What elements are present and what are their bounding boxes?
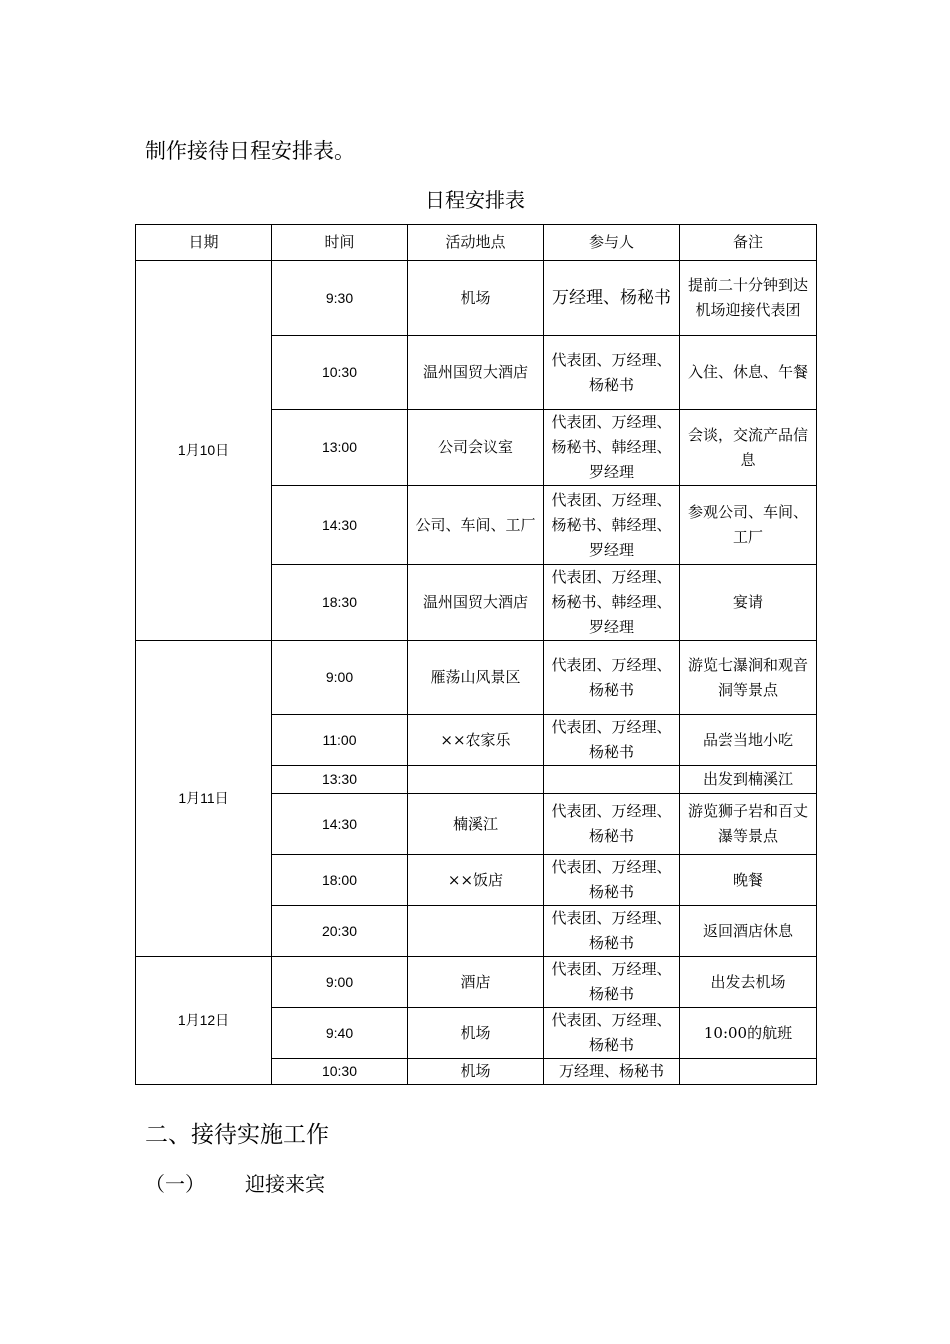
place-cell	[408, 906, 544, 957]
people-cell: 万经理、杨秘书	[544, 261, 680, 336]
note-cell: 参观公司、车间、工厂	[680, 486, 817, 565]
header-note: 备注	[680, 225, 817, 261]
header-place: 活动地点	[408, 225, 544, 261]
date-cell: 1月10日	[136, 261, 272, 641]
note-cell: 10:00的航班	[680, 1008, 817, 1059]
header-time: 时间	[272, 225, 408, 261]
place-cell: 机场	[408, 261, 544, 336]
people-cell	[544, 766, 680, 794]
people-cell: 代表团、万经理、杨秘书	[544, 1008, 680, 1059]
people-cell: 代表团、万经理、杨秘书、韩经理、罗经理	[544, 486, 680, 565]
place-cell: ××农家乐	[408, 715, 544, 766]
subsection-title: 迎接来宾	[245, 1172, 325, 1196]
people-cell: 代表团、万经理、杨秘书	[544, 957, 680, 1008]
place-cell: 机场	[408, 1008, 544, 1059]
table-row	[136, 957, 817, 1008]
note-cell: 返回酒店休息	[680, 906, 817, 957]
note-cell: 品尝当地小吃	[680, 715, 817, 766]
note-cell: 出发去机场	[680, 957, 817, 1008]
people-cell: 万经理、杨秘书	[544, 1059, 680, 1085]
people-cell: 代表团、万经理、杨秘书、韩经理、罗经理	[544, 565, 680, 641]
people-cell: 代表团、万经理、杨秘书	[544, 906, 680, 957]
place-cell: 酒店	[408, 957, 544, 1008]
place-cell	[408, 766, 544, 794]
date-cell: 1月12日	[136, 957, 272, 1085]
place-cell: 雁荡山风景区	[408, 641, 544, 715]
note-cell: 游览七瀑涧和观音洞等景点	[680, 641, 817, 715]
people-cell: 代表团、万经理、杨秘书	[544, 715, 680, 766]
note-cell: 入住、休息、午餐	[680, 336, 817, 410]
place-cell: 楠溪江	[408, 794, 544, 855]
place-cell: ××饭店	[408, 855, 544, 906]
people-cell: 代表团、万经理、杨秘书	[544, 641, 680, 715]
place-cell: 温州国贸大酒店	[408, 565, 544, 641]
time-cell: 14:30	[272, 486, 408, 565]
table-row	[136, 261, 817, 336]
people-cell: 代表团、万经理、杨秘书、韩经理、罗经理	[544, 410, 680, 486]
note-cell	[680, 1059, 817, 1085]
section-heading: 二、接待实施工作	[145, 1122, 329, 1148]
time-cell: 14:30	[272, 794, 408, 855]
note-cell: 提前二十分钟到达机场迎接代表团	[680, 261, 817, 336]
time-cell: 10:30	[272, 336, 408, 410]
time-cell: 9:30	[272, 261, 408, 336]
people-cell: 代表团、万经理、杨秘书	[544, 855, 680, 906]
place-cell: 温州国贸大酒店	[408, 336, 544, 410]
note-cell: 游览狮子岩和百丈瀑等景点	[680, 794, 817, 855]
time-cell: 10:30	[272, 1059, 408, 1085]
schedule-table	[135, 224, 817, 1085]
table-header-row	[136, 225, 817, 261]
time-cell: 13:30	[272, 766, 408, 794]
people-cell: 代表团、万经理、杨秘书	[544, 336, 680, 410]
table-title: 日程安排表	[425, 188, 525, 212]
people-cell: 代表团、万经理、杨秘书	[544, 794, 680, 855]
header-people: 参与人	[544, 225, 680, 261]
place-cell: 公司、车间、工厂	[408, 486, 544, 565]
time-cell: 11:00	[272, 715, 408, 766]
header-date: 日期	[136, 225, 272, 261]
time-cell: 20:30	[272, 906, 408, 957]
time-cell: 18:00	[272, 855, 408, 906]
time-cell: 13:00	[272, 410, 408, 486]
note-cell: 会谈，交流产品信息	[680, 410, 817, 486]
intro-text: 制作接待日程安排表。	[145, 139, 355, 163]
date-cell: 1月11日	[136, 641, 272, 957]
time-cell: 18:30	[272, 565, 408, 641]
note-cell: 宴请	[680, 565, 817, 641]
table-row	[136, 641, 817, 715]
subsection-heading	[145, 1170, 325, 1198]
subsection-marker: （一）	[145, 1172, 205, 1196]
note-cell: 晚餐	[680, 855, 817, 906]
place-cell: 公司会议室	[408, 410, 544, 486]
time-cell: 9:40	[272, 1008, 408, 1059]
note-cell: 出发到楠溪江	[680, 766, 817, 794]
place-cell: 机场	[408, 1059, 544, 1085]
time-cell: 9:00	[272, 641, 408, 715]
time-cell: 9:00	[272, 957, 408, 1008]
